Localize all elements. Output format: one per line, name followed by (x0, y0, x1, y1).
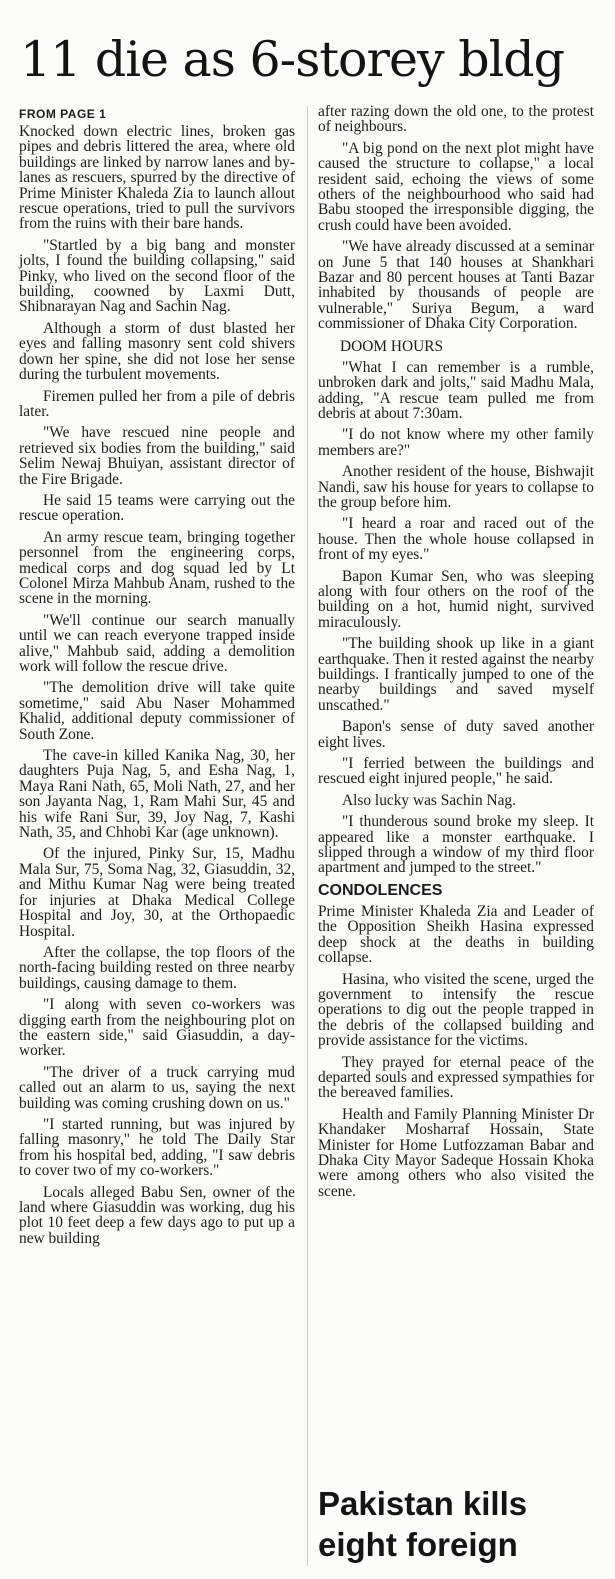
paragraph: "I heard a roar and raced out of the house. Then the whole house collapsed in front of my eyes." (318, 515, 594, 564)
paragraph: "We have rescued nine people and retrieved six bodies from the building," said Selim Newaj Bhuiyan, assistant director of the Fire Brigade. (19, 424, 295, 488)
next-story-headline: Pakistan kills eight foreign (318, 1485, 528, 1563)
paragraph: "We'll continue our search manually until we can reach everyone trapped inside alive," Mahbub said, adding a demolition work will follow the rescue drive. (19, 611, 295, 675)
paragraph: "I do not know where my other family members are?" (318, 426, 594, 459)
paragraph: Health and Family Planning Minister Dr Khandaker Mosharraf Hossain, State Minister for Home Lutfozzaman Babar and Dhaka City Mayor Sadeque Hossain Khoka were among others who also visited the scene. (318, 1105, 594, 1200)
paragraph: The cave-in killed Kanika Nag, 30, her daughters Puja Nag, 5, and Esha Nag, 1, Maya Rani Nath, 65, Moli Nath, 27, and her son Jayanta Nag, 1, Ram Mahi Sur, 45 and his wife Rani Sur, 39, Joy Nag, 7, Kashi Nath, 35, and Chhobi Kar (age unknown). (19, 747, 295, 842)
paragraph: "I along with seven co-workers was digging earth from the neighbouring plot on the eastern side," said Giasuddin, a day-worker. (19, 996, 295, 1060)
paragraph: Bapon's sense of duty saved another eight lives. (318, 718, 594, 751)
paragraph: Firemen pulled her from a pile of debris later. (19, 387, 295, 420)
paragraph: "A big pond on the next plot might have caused the structure to collapse," a local resident said, echoing the views of some others of the neighbourhood who said had Babu stooped the irresponsible digging, the crush could have been avoided. (318, 139, 594, 234)
paragraph: Bapon Kumar Sen, who was sleeping along with four others on the roof of the building on a hot, humid night, survived miraculously. (318, 567, 594, 631)
paragraph: "What I can remember is a rumble, unbroken dark and jolts," said Madhu Mala, adding, "A rescue team pulled me from debris at about 7:30am. (318, 358, 594, 422)
paragraph: They prayed for eternal peace of the departed souls and expressed sympathies for the bereaved families. (318, 1053, 594, 1102)
paragraph: Of the injured, Pinky Sur, 15, Madhu Mala Sur, 75, Soma Nag, 32, Giasuddin, 32, and Mithu Kumar Nag were being treated for injuries at Dhaka Medical College Hospital and Joy, 30, at the Orthopaedic Hospital. (19, 845, 295, 940)
subhead-condolences: CONDOLENCES (318, 881, 443, 899)
paragraph: Hasina, who visited the scene, urged the government to intensify the rescue operations to dig out the people trapped in the debris of the collapsed building and provide assistance for the victims. (318, 970, 594, 1050)
left-column (19, 104, 295, 1252)
paragraph: Knocked down electric lines, broken gas pipes and debris littered the area, where old buildings are linked by narrow lanes and by-lanes as rescuers, spurred by the directive of Prime Minister Khaleda Zia to launch allout rescue operations, tried to pull the survivors from the ruins with their bare hands. (19, 123, 295, 233)
paragraph: Prime Minister Khaleda Zia and Leader of the Opposition Sheikh Hasina expressed deep shock at the deaths in building collapse. (318, 902, 594, 967)
paragraph: "I ferried between the buildings and rescued eight injured people," he said. (318, 755, 594, 788)
paragraph: Another resident of the house, Bishwajit Nandi, saw his house for years to collapse to the group before him. (318, 463, 594, 511)
paragraph: "We have already discussed at a seminar on June 5 that 140 houses at Shankhari Bazar and 80 percent houses at Tanti Bazar inhabited by thousands of people are vulnerable," Suriya Begum, a ward commissioner of Dhaka City Corporation. (318, 238, 594, 333)
right-column (318, 104, 594, 1205)
paragraph: Also lucky was Sachin Nag. (342, 791, 516, 809)
from-page-label: FROM PAGE 1 (19, 107, 107, 121)
paragraph: after razing down the old one, to the protest of neighbours. (318, 103, 594, 136)
paragraph: Locals alleged Babu Sen, owner of the land where Giasuddin was working, dug his plot 10 feet deep a few days ago to put up a new building (19, 1183, 295, 1247)
headline: 11 die as 6-storey bldg (20, 31, 564, 88)
column-divider (307, 106, 308, 1566)
subhead-doom-hours: DOOM HOURS (340, 337, 444, 355)
paragraph: "The driver of a truck carrying mud called out an alarm to us, saying the next building was coming crushing down on us." (19, 1063, 295, 1112)
paragraph: After the collapse, the top floors of the north-facing building rested on three nearby buildings, causing damage to them. (19, 943, 295, 992)
paragraph: "I thunderous sound broke my sleep. It appeared like a monster earthquake. I slipped through a window of my third floor apartment and jumped to the street." (318, 813, 594, 877)
paragraph: "I started running, but was injured by falling masonry," he told The Daily Star from his hospital bed, adding, "I saw debris to cover two of my co-workers." (19, 1115, 295, 1180)
paragraph: "Startled by a big bang and monster jolts, I found the building collapsing," said Pinky, who lived on the second floor of the building, coowned by Laxmi Dutt, Shibnarayan Nag and Sachin Nag. (19, 236, 295, 316)
paragraph: He said 15 teams were carrying out the rescue operation. (19, 491, 295, 525)
paragraph: "The demolition drive will take quite sometime," said Abu Naser Mohammed Khalid, additional deputy commissioner of South Zone. (19, 679, 295, 743)
paragraph: Although a storm of dust blasted her eyes and falling masonry sent cold shivers down her spine, she did not lose her sense during the turbulent movements. (19, 319, 295, 384)
paragraph: An army rescue team, bringing together personnel from the engineering corps, medical corps and dog squad led by Lt Colonel Mirza Mahbub Anam, rushed to the scene in the morning. (19, 528, 295, 608)
paragraph: "The building shook up like in a giant earthquake. Then it rested against the nearby buildings. I frantically jumped to one of the nearby buildings and saved myself unscathed." (318, 635, 594, 714)
